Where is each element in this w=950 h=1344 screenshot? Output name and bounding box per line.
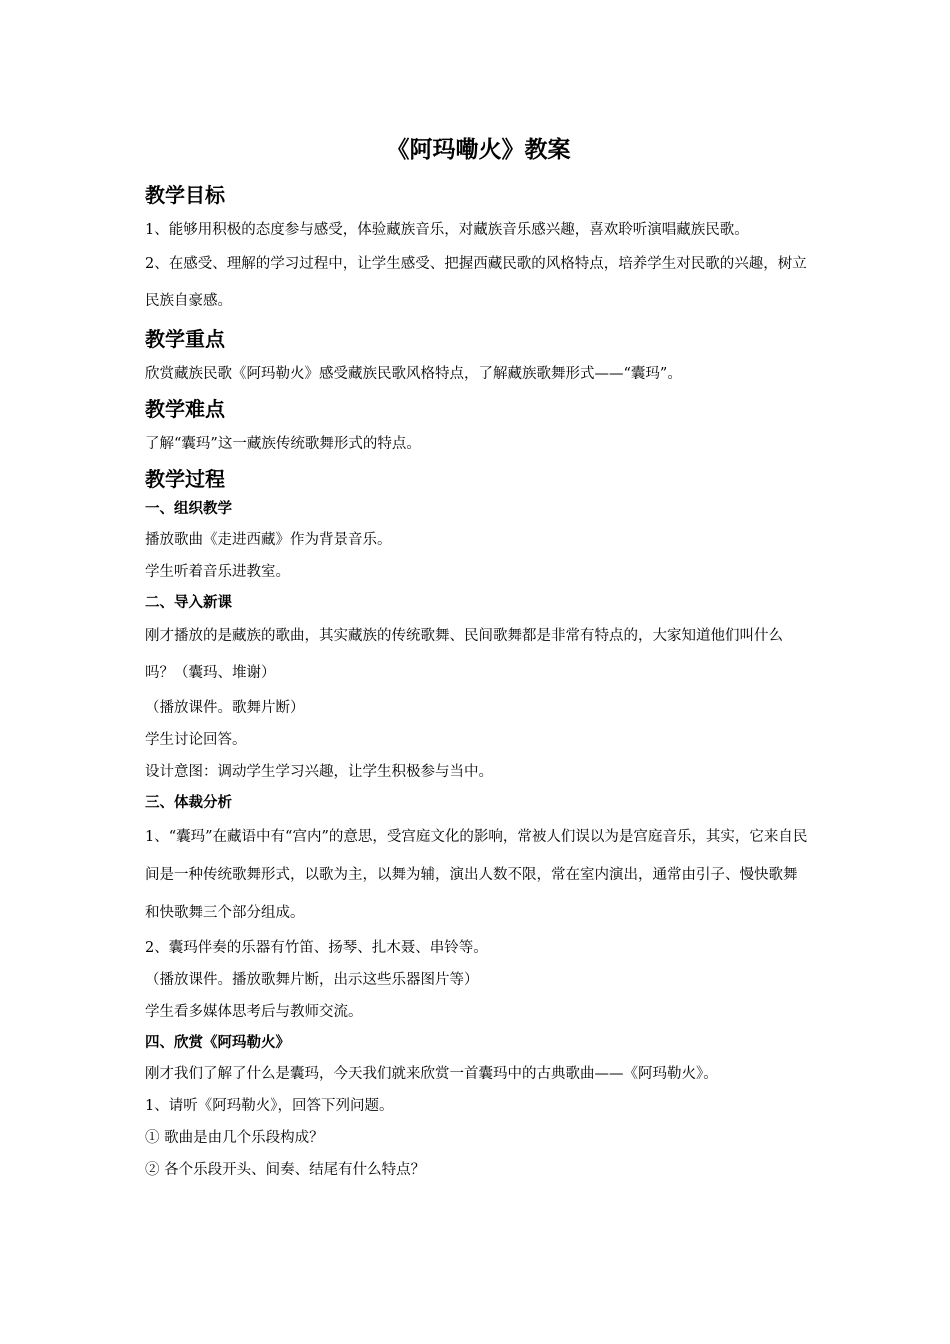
document-page — [145, 128, 810, 1186]
step1-line-2: 学生听着音乐进教室。 — [145, 564, 290, 580]
step2-line-2: （播放课件。歌舞片断） — [145, 700, 305, 716]
step3-line-4: 学生看多媒体思考后与教师交流。 — [145, 1004, 363, 1020]
step3-heading: 三、体裁分析 — [145, 795, 232, 811]
step4-heading: 四、欣赏《阿玛勒火》 — [145, 1035, 290, 1051]
step4-line-1: 刚才我们了解了什么是囊玛，今天我们就来欣赏一首囊玛中的古典歌曲——《阿玛勒火》。 — [145, 1066, 718, 1082]
document-title: 《阿玛嘞火》教案 — [386, 137, 571, 163]
step4-line-4: ② 各个乐段开头、间奏、结尾有什么特点？ — [145, 1162, 426, 1178]
step3-line-2: 2、囊玛伴奏的乐器有竹笛、扬琴、扎木聂、串铃等。 — [145, 940, 488, 956]
step4-line-2: 1、请听《阿玛勒火》，回答下列问题。 — [145, 1098, 394, 1114]
goal-item-1: 1、能够用积极的态度参与感受，体验藏族音乐，对藏族音乐感兴趣，喜欢聆听演唱藏族民歌。 — [145, 222, 749, 238]
difficulties-heading: 教学难点 — [145, 397, 225, 421]
goal-item-2: 2、在感受、理解的学习过程中，让学生感受、把握西藏民歌的风格特点，培养学生对民歌的兴趣，树立民族自豪感。 — [145, 256, 807, 309]
step2-line-3: 学生讨论回答。 — [145, 732, 247, 748]
step4-line-3: ① 歌曲是由几个乐段构成？ — [145, 1130, 324, 1146]
process-heading: 教学过程 — [145, 467, 225, 491]
difficulties-text: 了解“囊玛”这一藏族传统歌舞形式的特点。 — [145, 436, 421, 452]
key-points-heading: 教学重点 — [145, 327, 225, 351]
step3-line-3: （播放课件。播放歌舞片断，出示这些乐器图片等） — [145, 972, 479, 988]
step1-line-1: 播放歌曲《走进西藏》作为背景音乐。 — [145, 532, 392, 548]
step2-line-4: 设计意图：调动学生学习兴趣，让学生积极参与当中。 — [145, 764, 493, 780]
goals-heading: 教学目标 — [145, 183, 225, 207]
key-points-text: 欣赏藏族民歌《阿玛勒火》感受藏族民歌风格特点，了解藏族歌舞形式——“囊玛”。 — [145, 366, 682, 382]
step3-line-1: 1、“囊玛”在藏语中有“宫内”的意思，受宫庭文化的影响，常被人们误以为是宫庭音乐，其实，它来自民间是一种传统歌舞形式，以歌为主，以舞为辅，演出人数不限，常在室内演出，通常由引子、慢快歌舞和快歌舞三个部分组成。 — [145, 829, 808, 921]
step1-heading: 一、组织教学 — [145, 501, 232, 517]
step2-heading: 二、导入新课 — [145, 595, 232, 611]
step2-line-1: 刚才播放的是藏族的歌曲，其实藏族的传统歌舞、民间歌舞都是非常有特点的，大家知道他们叫什么吗？（囊玛、堆谢） — [145, 628, 783, 681]
